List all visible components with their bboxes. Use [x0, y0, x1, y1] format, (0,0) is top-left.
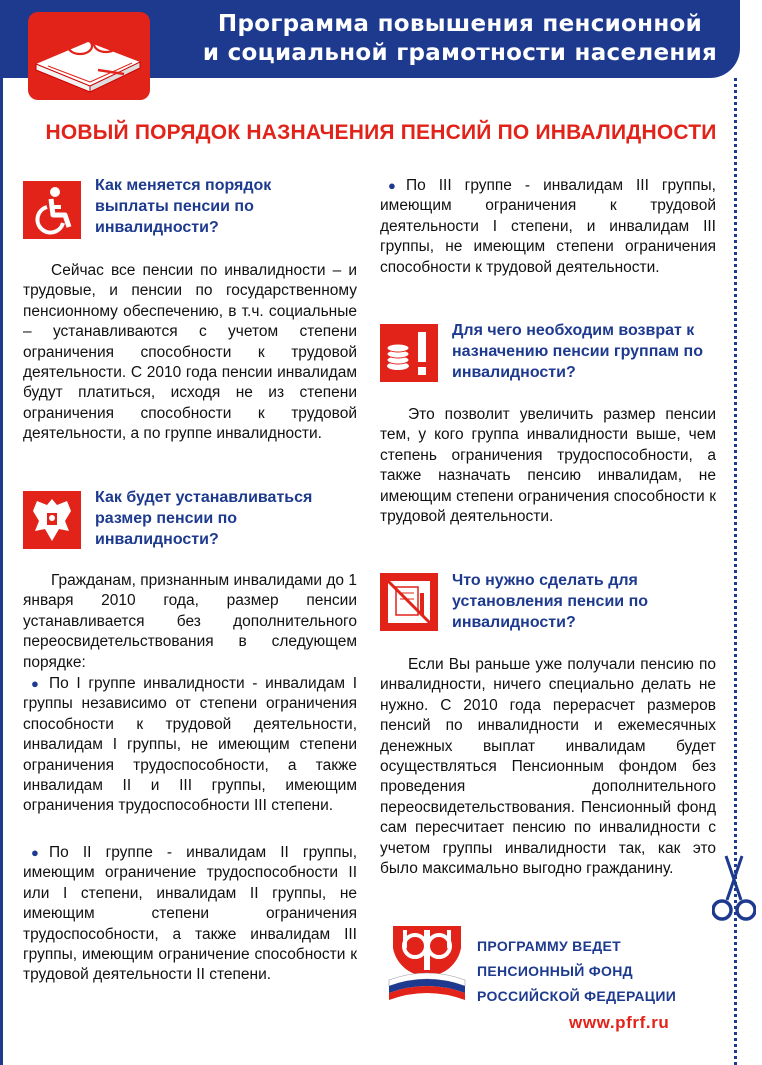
header-title-line2: и социальной грамотности населения: [202, 40, 718, 66]
section2-body: Гражданам, признанным инвалидами до 1 января 2010 года, размер пенсии устанавливается без дополнительного переосвидетельствования в следующем порядке:: [23, 572, 357, 671]
section1-title: Как меняется порядок выплаты пенсии по инвалидности?: [95, 177, 272, 236]
frame-left-border: [0, 78, 3, 1065]
header-title-line1: Программа повышения пенсионной: [217, 11, 703, 37]
bullet-dot-icon: ●: [31, 676, 39, 691]
pfr-caption-line3: РОССИЙСКОЙ ФЕДЕРАЦИИ: [477, 988, 677, 1004]
pfr-caption-line1: ПРОГРАММУ ВЕДЕТ: [477, 938, 621, 954]
book-glasses-logo-icon: [28, 12, 150, 100]
bullet-text-group1: По I группе инвалидности - инвалидам I группы независимо от степени ограничения способности к трудовой деятельности, инвалидам I группы, не имеющим степени ограничения трудоспособности, а также инвалидам II и III группы, имеющим ограничения трудоспособности III степени.: [23, 675, 357, 815]
bullet-text-group2: По II группе - инвалидам II группы, имеющим ограничение трудоспособности II или I степени, инвалидам II группы, не имеющим степени ограничения трудоспособности, а также инвалидам III группы, имеющим ограничение способности к трудовой деятельности II степени.: [23, 844, 357, 984]
page-title: НОВЫЙ ПОРЯДОК НАЗНАЧЕНИЯ ПЕНСИЙ ПО ИНВАЛИДНОСТИ: [45, 121, 717, 144]
pfr-caption: [477, 934, 676, 1009]
section1-body: Сейчас все пенсии по инвалидности – и трудовые, и пенсии по государственному пенсионному обеспечению, в т.ч. социальные – устанавливаются с учетом степени ограничения способности к трудовой деятельности. С 2010 года пенсии инвалидам будут платиться, исходя не из степени ограничения способности к трудовой деятельности, а по группе инвалидности.: [23, 262, 357, 443]
bullet-item-group3: [380, 176, 716, 278]
bullet-item-group1: [23, 674, 357, 817]
section2-title: Как будет устанавливаться размер пенсии по инвалидности?: [95, 489, 313, 548]
document-pen-icon: [380, 573, 438, 631]
wheelchair-icon: [23, 181, 81, 239]
section4-body: Если Вы раньше уже получали пенсию по инвалидности, ничего специально делать не нужно. С 2010 года перерасчет размеров пенсий по инвалидности и ежемесячных денежных выплат инвалидам будет осуществляться Пенсионным фондом без проведения дополнительного переосвидетельствования. Пенсионный фонд сам пересчитает пенсию по инвалидности с учетом группы инвалидности так, как это было максимально выгодно гражданину.: [380, 656, 716, 878]
pfr-logo-icon: [385, 920, 469, 1006]
scissors-icon: [712, 852, 756, 924]
coins-exclamation-icon: [380, 324, 438, 382]
section3-body: Это позволит увеличить размер пенсии тем, у кого группа инвалидности выше, чем степень ограничения трудоспособности, а также назначать пенсию инвалидам, не имеющим степени ограничения способности к трудовой деятельности.: [380, 406, 716, 526]
bullet-item-group2: [23, 843, 357, 986]
section4-title: Что нужно сделать для установления пенсии по инвалидности?: [452, 572, 649, 631]
header-title: [190, 10, 730, 68]
bullet-dot-icon: ●: [31, 845, 39, 860]
bullet-dot-icon: ●: [388, 178, 396, 193]
bullet-text-group3: По III группе - инвалидам III группы, имеющим ограничения к трудовой деятельности I степени, и инвалидам III группы, не имеющим степени ограничения способности к трудовой деятельности.: [380, 177, 716, 276]
state-emblem-icon: [23, 491, 81, 549]
section3-title: Для чего необходим возврат к назначению пенсии группам по инвалидности?: [452, 322, 703, 381]
pfr-website-link[interactable]: www.pfrf.ru: [569, 1013, 670, 1032]
pfr-caption-line2: ПЕНСИОННЫЙ ФОНД: [477, 963, 633, 979]
